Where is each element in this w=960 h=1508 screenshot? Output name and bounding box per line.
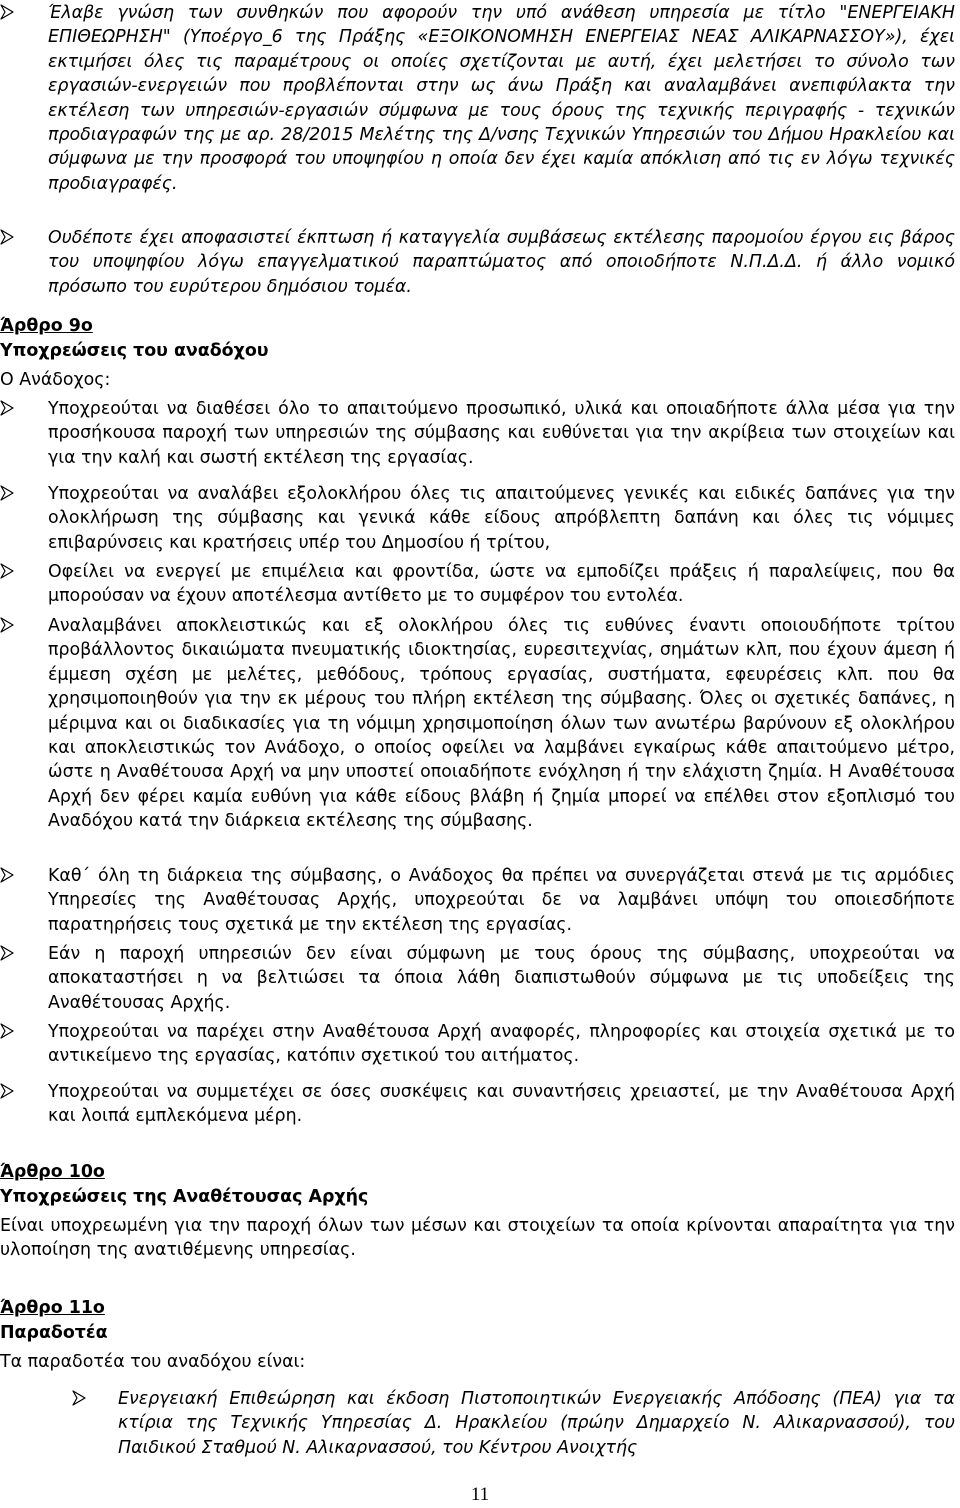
arrowhead-bullet-icon — [0, 1080, 18, 1106]
arrowhead-bullet-icon — [72, 1387, 90, 1413]
list-item-text: Ενεργειακή Επιθεώρηση και έκδοση Πιστοποιητικών Ενεργειακής Απόδοσης (ΠΕΑ) για τα κτίρια της Τεχνικής Υπηρεσίας Δ. Ηρακλείου (πρώην Δημαρχείο Ν. Αλικαρνασσού), του Παιδικού Σταθμού Ν. Αλικαρνασσού, του Κέντρου Ανοιχτής — [118, 1389, 955, 1458]
list-item — [0, 226, 960, 299]
article-9-title: Υποχρεώσεις του αναδόχου — [0, 341, 269, 361]
article-11-number: Άρθρο 11ο — [0, 1298, 105, 1318]
list-item-text: Υποχρεούται να διαθέσει όλο το απαιτούμενο προσωπικό, υλικά και οποιαδήποτε άλλα μέσα για την προσήκουσα παροχή των υπηρεσιών της σύμβασης και ευθύνεται για την ακρίβεια των στοιχείων και για την καλή και σωστή εκτέλεση της εργασίας. — [48, 399, 955, 468]
arrowhead-bullet-icon — [0, 560, 18, 586]
list-item-text: Ουδέποτε έχει αποφασιστεί έκπτωση ή καταγγελία συμβάσεως εκτέλεσης παρομοίου έργου εις βάρος του υποψηφίου λόγω επαγγελματικού παραπτώματος από οποιοδήποτε Ν.Π.Δ.Δ. ή άλλο νομικό πρόσωπο του ευρύτερου δημόσιου τομέα. — [48, 228, 955, 297]
arrowhead-bullet-icon — [0, 397, 18, 423]
article-9-intro: Ο Ανάδοχος: — [0, 370, 111, 390]
list-item-text: Έλαβε γνώση των συνθηκών που αφορούν την υπό ανάθεση υπηρεσία με τίτλο "ΕΝΕΡΓΕΙΑΚΗ ΕΠΙΘΕΩΡΗΣΗ" (Υποέργο_6 της Πράξης «ΕΞΟΙΚΟΝΟΜΗΣΗ ΕΝΕΡΓΕΙΑΣ ΝΕΑΣ ΑΛΙΚΑΡΝΑΣΣΟΥ»), έχει εκτιμήσει όλες τις παραμέτρους οι οποίες σχετίζονται με αυτή, έχει μελετήσει το σύνολο των εργασιών-ενεργειών που προβλέπονται στην ως άνω Πράξη και αναλαμβάνει ανεπιφύλακτα την εκτέλεση των υπηρεσιών-εργασιών σύμφωνα με τους όρους της τεχνικής περιγραφής - τεχνικών προδιαγραφών της με αρ. 28/2015 Μελέτης της Δ/νσης Τεχνικών Υπηρεσιών του Δήμου Ηρακλείου και σύμφωνα με την προσφορά του υποψηφίου η οποία δεν έχει καμία απόκλιση από τις εν λόγω τεχνικές προδιαγραφές. — [48, 3, 955, 194]
article-11-title: Παραδοτέα — [0, 1323, 108, 1343]
arrowhead-bullet-icon — [0, 482, 18, 508]
list-item-text: Υποχρεούται να αναλάβει εξολοκλήρου όλες τις απαιτούμενες γενικές και ειδικές δαπάνες για την ολοκλήρωση της σύμβασης και γενικά κάθε είδους απρόβλεπτη δαπάνη και όλες τις νόμιμες επιβαρύνσεις και κρατήσεις υπέρ του Δημοσίου ή τρίτου, — [48, 484, 955, 553]
list-item-text: Υποχρεούται να παρέχει στην Αναθέτουσα Αρχή αναφορές, πληροφορίες και στοιχεία σχετικά με το αντικείμενο της εργασίας, κατόπιν σχετικού του αιτήματος. — [48, 1022, 955, 1067]
article-11-intro: Τα παραδοτέα του αναδόχου είναι: — [0, 1352, 306, 1372]
list-item — [0, 942, 960, 1015]
article-10-text: Είναι υποχρεωμένη για την παροχή όλων των μέσων και στοιχείων τα οποία κρίνονται απαραίτητα για την υλοποίηση της ανατιθέμενης υπηρεσίας. — [0, 1216, 955, 1261]
list-item-text: Υποχρεούται να συμμετέχει σε όσες συσκέψεις και συναντήσεις χρειαστεί, με την Αναθέτουσα Αρχή και λοιπά εμπλεκόμενα μέρη. — [48, 1082, 955, 1127]
list-item — [0, 482, 960, 555]
list-item — [0, 614, 960, 834]
article-10-number: Άρθρο 10ο — [0, 1162, 105, 1182]
arrowhead-bullet-icon — [0, 614, 18, 640]
arrowhead-bullet-icon — [0, 226, 18, 252]
list-item — [0, 1080, 960, 1129]
list-item — [0, 1387, 960, 1460]
list-item — [0, 1, 960, 196]
arrowhead-bullet-icon — [0, 864, 18, 890]
page-number: 11 — [470, 1484, 490, 1505]
list-item-text: Εάν η παροχή υπηρεσιών δεν είναι σύμφωνη με τους όρους της σύμβασης, υποχρεούται να αποκαταστήσει η να βελτιώσει τα όποια λάθη διαπιστωθούν σύμφωνα με τις υποδείξεις της Αναθέτουσας Αρχής. — [48, 944, 955, 1013]
arrowhead-bullet-icon — [0, 1020, 18, 1046]
list-item-text: Οφείλει να ενεργεί με επιμέλεια και φροντίδα, ώστε να εμποδίζει πράξεις ή παραλείψεις, που θα μπορούσαν να έχουν αποτέλεσμα αντίθετο με το συμφέρον του εντολέα. — [48, 562, 955, 607]
list-item — [0, 397, 960, 470]
article-10-title: Υποχρεώσεις της Αναθέτουσας Αρχής — [0, 1187, 369, 1207]
arrowhead-bullet-icon — [0, 1, 18, 27]
list-item-text: Αναλαμβάνει αποκλειστικώς και εξ ολοκλήρου όλες τις ευθύνες έναντι οποιουδήποτε τρίτου προβάλλοντος δικαιώματα πνευματικής ιδιοκτησίας, ευρεσιτεχνίας, σημάτων κλπ, που έχουν άμεση ή έμμεση σχέση με μελέτες, μεθόδους, τρόπους εργασίας, συστήματα, εφευρέσεις κλπ. που θα χρησιμοποιηθούν για την εκ μέρους του πλήρη εκτέλεση της σύμβασης. Όλες οι σχετικές δαπάνες, η μέριμνα και οι διαδικασίες για τη νόμιμη χρησιμοποίηση όλων των ανωτέρω βαρύνουν εξ ολοκλήρου και αποκλειστικώς τον Ανάδοχο, ο οποίος οφείλει να λαμβάνει εγκαίρως κάθε απαιτούμενο μέτρο, ώστε η Αναθέτουσα Αρχή να μην υποστεί οποιαδήποτε ενόχληση ή την ελάχιστη ζημία. Η Αναθέτουσα Αρχή δεν φέρει καμία ευθύνη για κάθε είδους βλάβη ή ζημία μπορεί να επέλθει στον εξοπλισμό του Αναδόχου κατά την διάρκεια εκτέλεσης της σύμβασης. — [48, 616, 955, 832]
list-item — [0, 864, 960, 937]
article-9-number: Άρθρο 9ο — [0, 316, 93, 336]
list-item — [0, 1020, 960, 1069]
list-item-text: Καθ΄ όλη τη διάρκεια της σύμβασης, ο Ανάδοχος θα πρέπει να συνεργάζεται στενά με τις αρμόδιες Υπηρεσίες της Αναθέτουσας Αρχής, υποχρεούται δε να λαμβάνει υπόψη του οποιεσδήποτε παρατηρήσεις τους σχετικά με την εκτέλεση της εργασίας. — [48, 866, 955, 935]
list-item — [0, 560, 960, 609]
arrowhead-bullet-icon — [0, 942, 18, 968]
